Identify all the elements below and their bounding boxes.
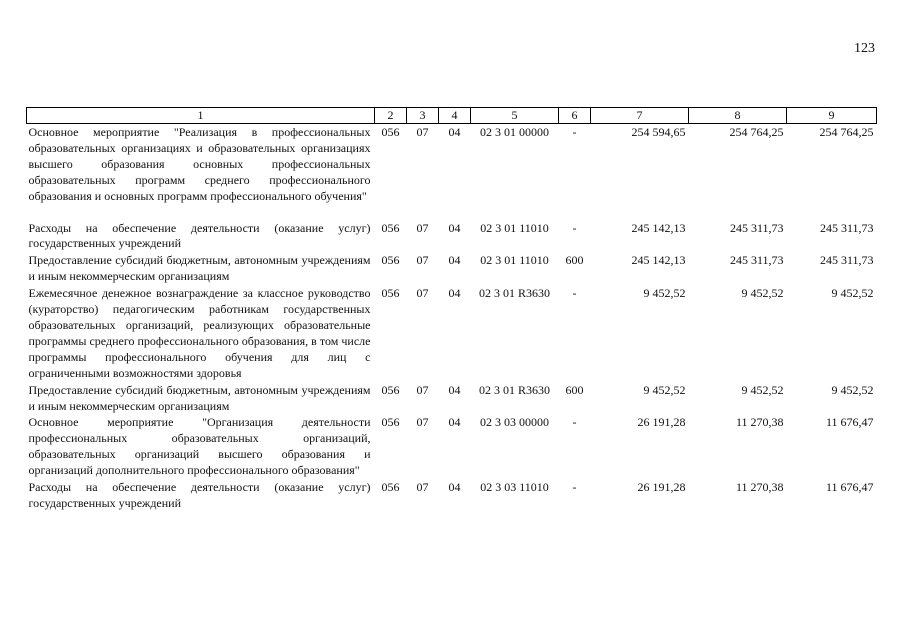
column-header-8: 8 [689, 108, 787, 124]
row-ministry-code: 056 [381, 253, 400, 268]
row-expense-type: - [572, 220, 577, 235]
row-section-code: 07 [416, 253, 429, 268]
column-header-1: 1 [27, 108, 375, 124]
row-subsection-code: 04 [448, 480, 461, 495]
row-section-code: 07 [416, 286, 429, 301]
row-amount-col9: 254 764,25 [819, 125, 874, 139]
row-name: Расходы на обеспечение деятельности (оказание услуг) государственных учреждений [28, 220, 371, 251]
row-expense-type: - [572, 286, 577, 301]
row-section-code: 07 [416, 480, 429, 495]
row-amount-col7: 254 594,65 [631, 125, 686, 139]
row-subsection-code: 04 [448, 382, 461, 397]
row-expense-type: - [572, 480, 577, 495]
row-amount-col8: 9 452,52 [741, 286, 784, 301]
row-amount-col7: 26 191,28 [637, 480, 686, 495]
row-name: Основное мероприятие "Организация деятельности профессиональных образовательных организаций, образовательных организаций высшего образования и организаций дополнительного профессионального образования" [28, 415, 371, 478]
row-amount-col8: 11 270,38 [735, 480, 784, 495]
row-target-code: 02 3 01 00000 [480, 125, 549, 139]
column-header-6: 6 [559, 108, 591, 124]
budget-table [26, 107, 877, 512]
row-name: Предоставление субсидий бюджетным, автономным учреждениям и иным некоммерческим организациям [28, 382, 371, 413]
table-row [27, 382, 877, 415]
table-header-row [27, 108, 877, 124]
table-row [27, 285, 877, 381]
table-row [27, 252, 877, 285]
row-subsection-code: 04 [448, 220, 461, 235]
row-expense-type: 600 [565, 253, 584, 268]
row-target-code: 02 3 01 11010 [480, 253, 549, 268]
row-amount-col8: 11 270,38 [735, 415, 784, 430]
row-amount-col9: 11 676,47 [825, 415, 874, 430]
table-row [27, 479, 877, 512]
row-ministry-code: 056 [381, 480, 400, 495]
column-header-7: 7 [591, 108, 689, 124]
row-target-code: 02 3 01 R3630 [478, 286, 550, 301]
row-target-code: 02 3 01 R3630 [478, 382, 550, 397]
row-name: Расходы на обеспечение деятельности (оказание услуг) государственных учреждений [28, 480, 371, 510]
table-row [27, 124, 877, 205]
row-amount-col8: 9 452,52 [741, 382, 784, 397]
row-name: Ежемесячное денежное вознаграждение за классное руководство (кураторство) педагогическим работникам государственных образовательных организаций, реализующих образовательные программы среднего профессионального образования, в том числе программы профессионального обучения для лиц с ограниченными возможностями здоровья [28, 286, 371, 380]
row-name: Предоставление субсидий бюджетным, автономным учреждениям и иным некоммерческим организациям [28, 253, 371, 284]
row-section-code: 07 [416, 220, 429, 235]
row-amount-col7: 245 142,13 [631, 253, 686, 268]
row-ministry-code: 056 [381, 382, 400, 397]
row-target-code: 02 3 01 11010 [480, 220, 549, 235]
row-subsection-code: 04 [448, 415, 461, 430]
row-expense-type: - [572, 125, 577, 139]
table-row [27, 414, 877, 479]
column-header-9: 9 [787, 108, 877, 124]
row-section-code: 07 [416, 415, 429, 430]
row-target-code: 02 3 03 00000 [480, 415, 549, 430]
table-row [27, 220, 877, 253]
column-header-3: 3 [407, 108, 439, 124]
column-header-2: 2 [375, 108, 407, 124]
row-subsection-code: 04 [448, 125, 461, 139]
row-amount-col8: 254 764,25 [729, 125, 784, 139]
column-header-5: 5 [471, 108, 559, 124]
row-ministry-code: 056 [381, 415, 400, 430]
row-expense-type: 600 [565, 382, 584, 397]
row-spacer [27, 205, 877, 220]
row-amount-col9: 9 452,52 [831, 286, 874, 301]
row-section-code: 07 [416, 382, 429, 397]
row-name: Основное мероприятие "Реализация в профессиональных образовательных организациях и образовательных организациях высшего образования основных профессиональных образовательных программ среднего профессионального образования и основных программ профессионального обучения" [28, 125, 371, 203]
row-amount-col9: 11 676,47 [825, 480, 874, 495]
column-header-4: 4 [439, 108, 471, 124]
row-amount-col9: 245 311,73 [819, 220, 874, 235]
row-amount-col7: 245 142,13 [631, 220, 686, 235]
row-section-code: 07 [416, 125, 429, 139]
row-amount-col7: 26 191,28 [637, 415, 686, 430]
row-amount-col8: 245 311,73 [729, 253, 784, 268]
row-ministry-code: 056 [381, 286, 400, 301]
row-ministry-code: 056 [381, 220, 400, 235]
row-amount-col9: 245 311,73 [819, 253, 874, 268]
row-amount-col7: 9 452,52 [643, 286, 686, 301]
row-subsection-code: 04 [448, 253, 461, 268]
page-number: 123 [854, 41, 875, 56]
row-amount-col9: 9 452,52 [831, 382, 874, 397]
row-amount-col7: 9 452,52 [643, 382, 686, 397]
row-amount-col8: 245 311,73 [729, 220, 784, 235]
row-expense-type: - [572, 415, 577, 430]
row-subsection-code: 04 [448, 286, 461, 301]
row-ministry-code: 056 [381, 125, 400, 139]
row-target-code: 02 3 03 11010 [480, 480, 549, 495]
